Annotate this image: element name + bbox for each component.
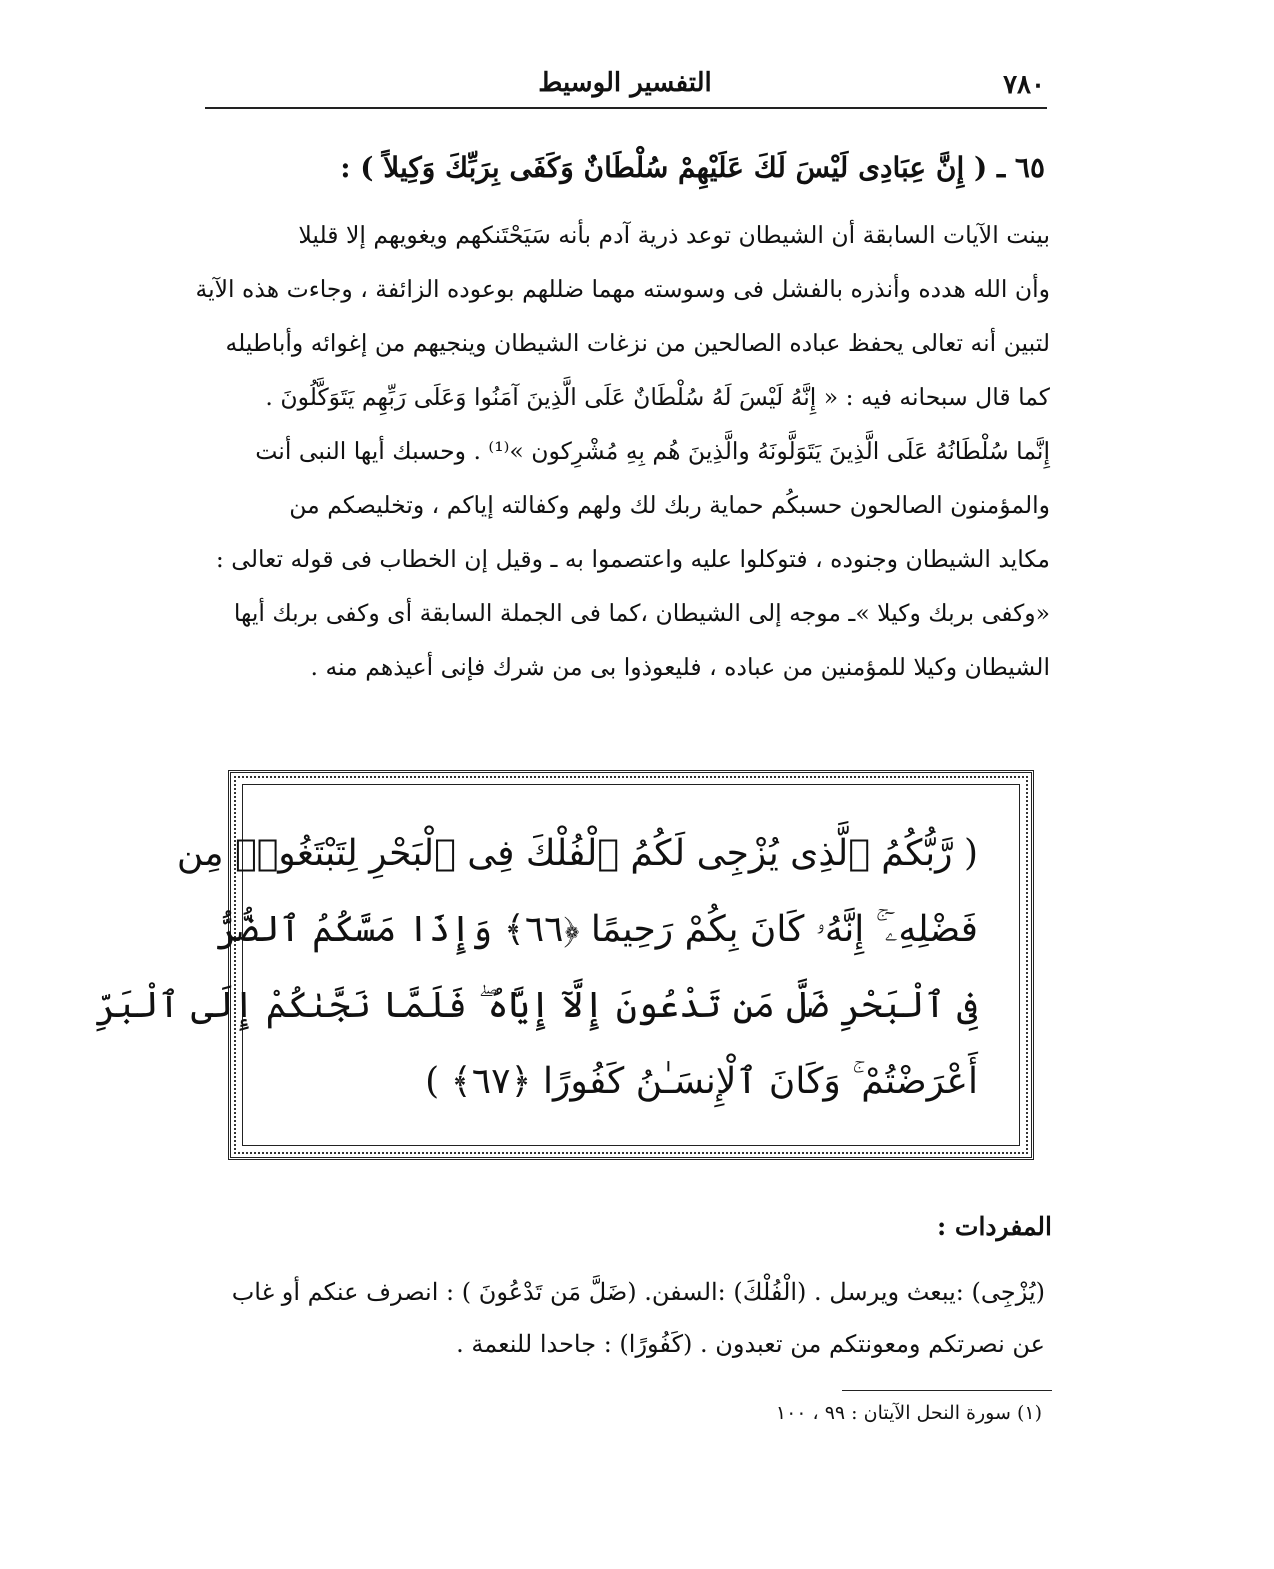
- commentary-line: وأن الله هدده وأنذره بالفشل فى وسوسته مهما ضللهم بوعوده الزائفة ، وجاءت هذه الآية: [195, 275, 1050, 303]
- verse-heading: ٦٥ ـ ( إِنَّ عِبَادِى لَيْسَ لَكَ عَلَيْهِمْ سُلْطَانٌ وَكَفَى بِرَبِّكَ وَكِيلاً ) :: [340, 151, 1045, 184]
- vocabulary-line: (يُزْجِى) :يبعث ويرسل . (الْفُلْكَ) :السفن. (ضَلَّ مَن تَدْعُونَ ) : انصرف عنكم أو غاب: [231, 1278, 1045, 1306]
- commentary-line: «وكفى بربك وكيلا »ـ موجه إلى الشيطان ،كما فى الجملة السابقة أى وكفى بربك أيها: [233, 599, 1050, 627]
- page-header: [205, 66, 1045, 106]
- vocabulary-section: [200, 1266, 1045, 1370]
- vocabulary-line: عن نصرتكم ومعونتكم من تعبدون . (كَفُورًا) : جاحدا للنعمة .: [456, 1330, 1045, 1358]
- commentary-line: مكايد الشيطان وجنوده ، فتوكلوا عليه واعتصموا به ـ وقيل إن الخطاب فى قوله تعالى :: [215, 545, 1050, 573]
- vocabulary-title: المفردات :: [936, 1212, 1052, 1241]
- quran-verse-box: [95, 770, 1034, 1160]
- quran-line: فِى ٱلْبَحْرِ ضَلَّ مَن تَدْعُونَ إِلَّآ إِيَّاهُ ۖ فَلَمَّا نَجَّىٰكُمْ إِلَى ٱلْبَرِّ: [95, 985, 978, 1026]
- running-title: التفسير الوسيط: [538, 68, 712, 98]
- commentary-line: إِنَّما سُلْطَانُهُ عَلَى الَّذِينَ يَتَوَلَّونَهُ والَّذِينَ هُم بِهِ مُشْرِكون »⁽¹⁾ . وحسبك أيها النبى أنت: [255, 437, 1050, 465]
- commentary-line: بينت الآيات السابقة أن الشيطان توعد ذرية آدم بأنه سَيَحْتَنكهم ويغويهم إلا قليلا: [298, 221, 1050, 249]
- commentary-line: لتبين أنه تعالى يحفظ عباده الصالحين من نزغات الشيطان وينجيهم من إغوائه وأباطيله: [225, 329, 1050, 357]
- quran-text: [95, 816, 978, 1120]
- quran-line: فَضْلِهِۦٓ ۚ إِنَّهُۥ كَانَ بِكُمْ رَحِيمًا ﴿٦٦﴾ وَإِذَا مَسَّكُمُ ٱلضُّرُّ: [216, 909, 978, 950]
- commentary-line: والمؤمنون الصالحون حسبكُم حماية ربك لك ولهم وكفالته إياكم ، وتخليصكم من: [289, 491, 1050, 519]
- footnote-divider: [842, 1390, 1052, 1391]
- page-number: ٧٨٠: [1003, 70, 1045, 100]
- commentary-line: الشيطان وكيلا للمؤمنين من عباده ، فليعوذوا بى من شرك فإنى أعيذهم منه .: [310, 653, 1050, 681]
- commentary-line: كما قال سبحانه فيه : « إِنَّهُ لَيْسَ لَهُ سُلْطَانٌ عَلَى الَّذِينَ آمَنُوا وَعَلَى رَبِّهِم يَتَوَكَّلُونَ .: [265, 383, 1050, 411]
- quran-line: أَعْرَضْتُمْ ۚ وَكَانَ ٱلْإِنسَـٰنُ كَفُورًا ﴿٦٧﴾ ): [425, 1061, 978, 1102]
- quran-line: ( رَّبُّكُمُ ٱلَّذِى يُزْجِى لَكُمُ ٱلْفُلْكَ فِى ٱلْبَحْرِ لِتَبْتَغُوا۟ مِن: [176, 833, 978, 874]
- footnote: (١) سورة النحل الآيتان : ٩٩ ، ١٠٠: [775, 1402, 1042, 1424]
- header-divider: [205, 107, 1047, 109]
- commentary-paragraph: [195, 208, 1050, 694]
